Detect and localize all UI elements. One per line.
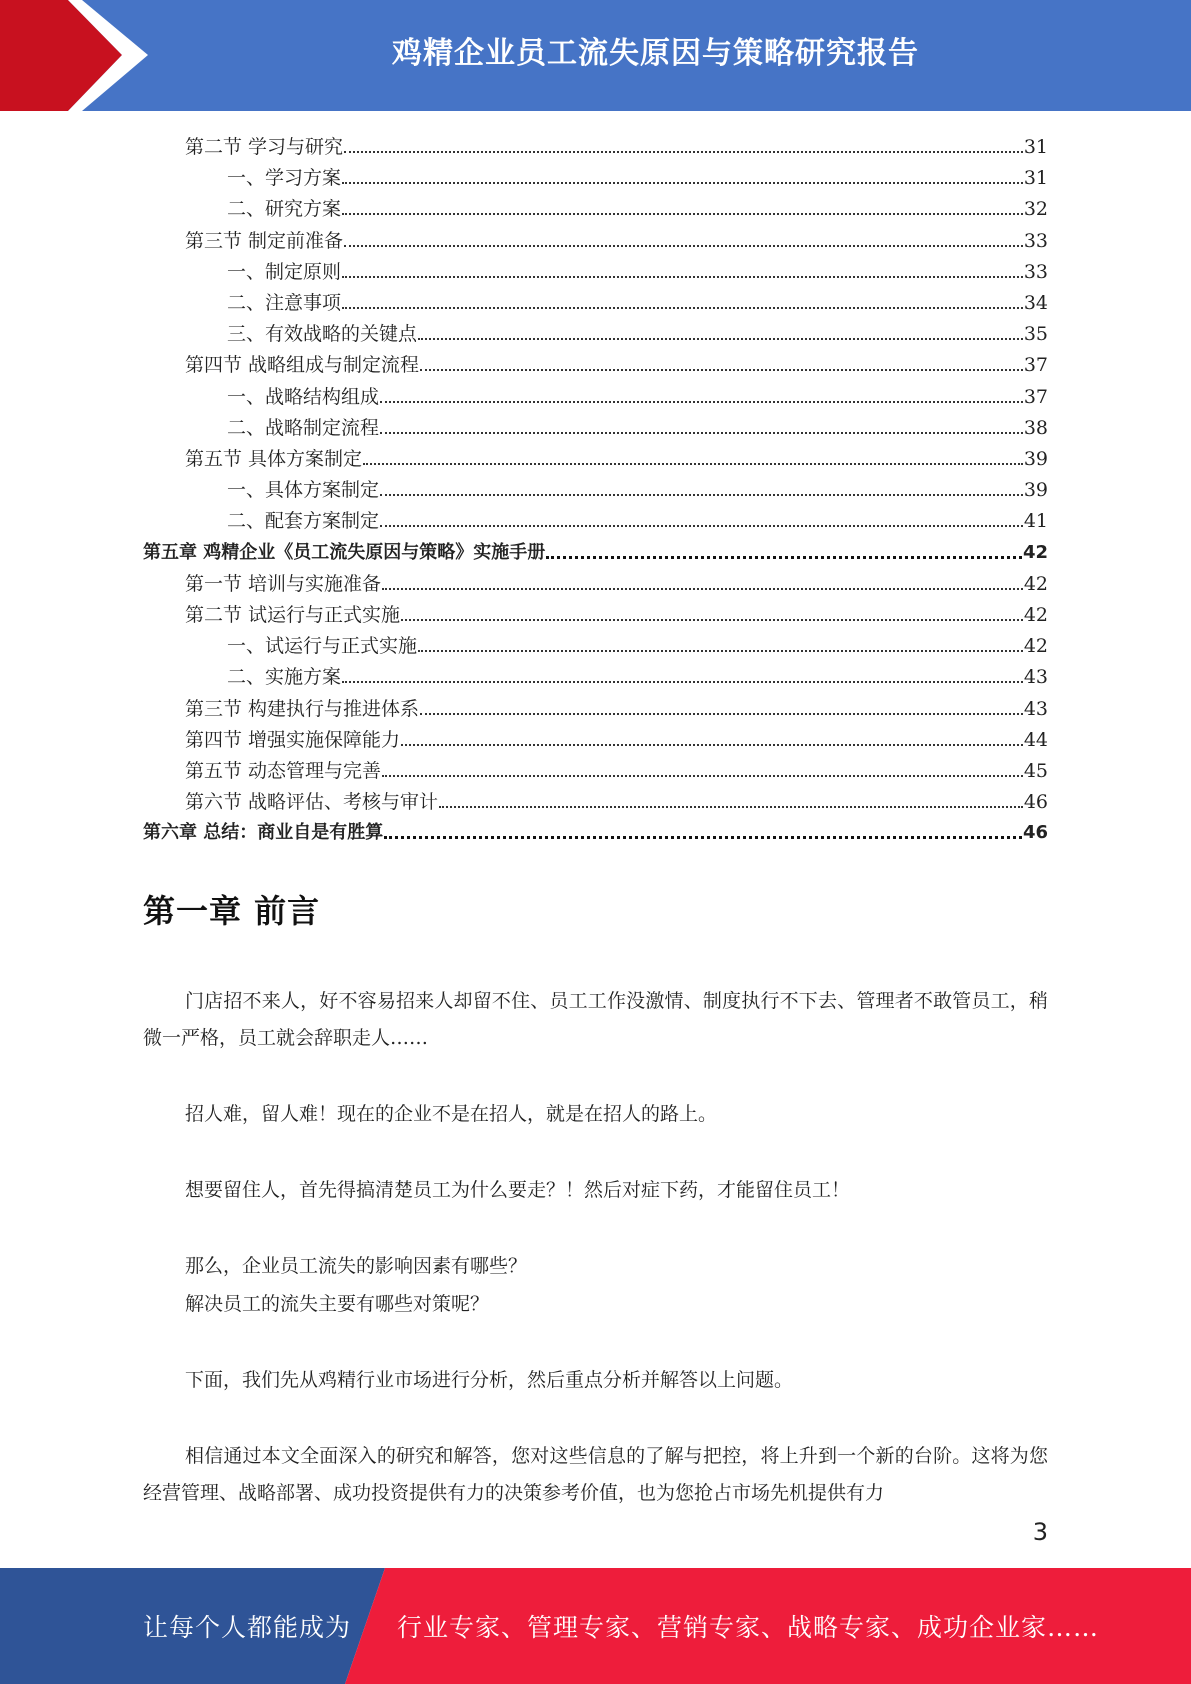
toc-dot-leader [363, 463, 1023, 465]
toc-section-entry[interactable] [185, 565, 1048, 595]
toc-subsection-entry[interactable] [227, 378, 1048, 408]
toc-dot-leader [418, 338, 1023, 340]
toc-page-number: 31 [1023, 167, 1048, 190]
toc-entry-title: 第五章 鸡精企业《员工流失原因与策略》实施手册 [143, 541, 546, 563]
toc-page-number: 33 [1023, 260, 1048, 283]
toc-entry-title: 一、制定原则 [227, 260, 342, 283]
toc-entry-title: 第三节 制定前准备 [185, 229, 344, 252]
toc-dot-leader [384, 836, 1022, 839]
toc-subsection-entry[interactable] [227, 190, 1048, 220]
toc-dot-leader [380, 432, 1023, 434]
toc-dot-leader [382, 775, 1023, 777]
toc-page-number: 31 [1023, 136, 1048, 158]
toc-entry-title: 第五节 动态管理与完善 [185, 760, 382, 782]
toc-page-number: 34 [1023, 292, 1048, 314]
paragraph-5: 解决员工的流失主要有哪些对策呢？ [185, 1293, 490, 1315]
toc-dot-leader [342, 213, 1023, 215]
toc-page-number: 39 [1023, 479, 1048, 502]
paragraph-1: 门店招不来人，好不容易招来人却留不住、员工工作没激情、制度执行不下去、管理者不敢管员工，稍微一严格，员工就会辞职走人…… [143, 990, 1048, 1049]
toc-page-number: 41 [1023, 510, 1048, 533]
toc-page-number: 37 [1023, 385, 1048, 408]
toc-entry-title: 第四节 战略组成与制定流程 [185, 354, 420, 377]
page-number: 3 [1032, 1518, 1048, 1546]
toc-dot-leader [418, 650, 1023, 652]
toc-page-number: 39 [1023, 448, 1048, 470]
toc-dot-leader [380, 525, 1023, 527]
toc-subsection-entry[interactable] [227, 409, 1048, 439]
toc-subsection-entry[interactable] [227, 315, 1048, 345]
toc-page-number: 42 [1023, 635, 1048, 658]
toc-page-number: 42 [1023, 604, 1048, 626]
toc-subsection-entry[interactable] [227, 284, 1048, 314]
toc-entry-title: 一、具体方案制定 [227, 479, 380, 502]
toc-dot-leader [342, 276, 1023, 278]
toc-dot-leader [380, 494, 1023, 496]
toc-entry-title: 二、战略制定流程 [227, 416, 380, 439]
toc-dot-leader [382, 588, 1023, 590]
toc-entry-title: 二、注意事项 [227, 292, 342, 314]
toc-entry-title: 二、研究方案 [227, 198, 342, 221]
paragraph-4: 那么，企业员工流失的影响因素有哪些？ [185, 1255, 528, 1277]
toc-dot-leader [344, 151, 1023, 153]
toc-entry-title: 三、有效战略的关键点 [227, 323, 418, 346]
toc-dot-leader [342, 307, 1023, 309]
toc-section-entry[interactable] [185, 346, 1048, 376]
toc-section-entry[interactable] [185, 721, 1048, 751]
toc-entry-title: 一、学习方案 [227, 167, 342, 190]
toc-entry-title: 第五节 具体方案制定 [185, 448, 363, 470]
toc-page-number: 33 [1023, 229, 1048, 252]
toc-dot-leader [342, 182, 1023, 184]
toc-subsection-entry[interactable] [227, 253, 1048, 283]
toc-entry-title: 一、试运行与正式实施 [227, 635, 418, 658]
toc-dot-leader [420, 369, 1023, 371]
toc-entry-title: 第一节 培训与实施准备 [185, 572, 382, 595]
toc-page-number: 45 [1023, 760, 1048, 782]
toc-page-number: 46 [1023, 791, 1048, 814]
toc-dot-leader [546, 556, 1022, 559]
toc-section-entry[interactable] [185, 440, 1048, 470]
toc-entry-title: 第六章 总结：商业自是有胜算 [143, 822, 384, 844]
toc-page-number: 44 [1023, 728, 1048, 751]
toc-dot-leader [380, 401, 1023, 403]
footer-slogan-right: 行业专家、管理专家、营销专家、战略专家、成功企业家…… [397, 1613, 1100, 1642]
toc-section-entry[interactable] [185, 128, 1048, 158]
toc-entry-title: 第六节 战略评估、考核与审计 [185, 791, 439, 814]
toc-subsection-entry[interactable] [227, 502, 1048, 532]
toc-dot-leader [401, 619, 1023, 621]
toc-subsection-entry[interactable] [227, 471, 1048, 501]
header-arrow-decoration [0, 0, 170, 111]
toc-dot-leader [344, 245, 1023, 247]
toc-entry-title: 二、实施方案 [227, 666, 342, 689]
paragraph-6: 下面，我们先从鸡精行业市场进行分析，然后重点分析并解答以上问题。 [185, 1369, 794, 1391]
paragraph-2: 招人难，留人难！现在的企业不是在招人，就是在招人的路上。 [185, 1103, 718, 1125]
toc-subsection-entry[interactable] [227, 627, 1048, 657]
toc-dot-leader [401, 744, 1023, 746]
toc-section-entry[interactable] [185, 222, 1048, 252]
footer-slogan-left: 让每个人都能成为 [143, 1613, 352, 1642]
toc-subsection-entry[interactable] [227, 658, 1048, 688]
chapter-heading: 第一章 前言 [143, 892, 321, 930]
toc-section-entry[interactable] [185, 596, 1048, 626]
toc-page-number: 38 [1023, 416, 1048, 439]
toc-dot-leader [342, 681, 1023, 683]
toc-entry-title: 第三节 构建执行与推进体系 [185, 697, 420, 720]
toc-subsection-entry[interactable] [227, 159, 1048, 189]
toc-page-number: 43 [1023, 666, 1048, 689]
toc-entry-title: 第二节 试运行与正式实施 [185, 604, 401, 626]
toc-page-number: 42 [1022, 541, 1048, 563]
toc-dot-leader [439, 806, 1023, 808]
toc-chapter-entry[interactable] [143, 534, 1048, 564]
toc-page-number: 32 [1023, 198, 1048, 221]
page-header [0, 0, 1191, 111]
page-footer [0, 1568, 1191, 1684]
toc-entry-title: 第四节 增强实施保障能力 [185, 728, 401, 751]
toc-section-entry[interactable] [185, 752, 1048, 782]
toc-page-number: 42 [1023, 572, 1048, 595]
toc-page-number: 37 [1023, 354, 1048, 377]
toc-dot-leader [420, 713, 1023, 715]
paragraph-3: 想要留住人，首先得搞清楚员工为什么要走？！然后对症下药，才能留住员工！ [185, 1179, 851, 1201]
toc-chapter-entry[interactable] [143, 814, 1048, 844]
toc-entry-title: 一、战略结构组成 [227, 385, 380, 408]
toc-entry-title: 第二节 学习与研究 [185, 136, 344, 158]
paragraph-7: 相信通过本文全面深入的研究和解答，您对这些信息的了解与把控，将上升到一个新的台阶。这将为您经营管理、战略部署、成功投资提供有力的决策参考价值，也为您抢占市场先机提供有力 [143, 1445, 1048, 1504]
toc-entry-title: 二、配套方案制定 [227, 510, 380, 533]
report-title: 鸡精企业员工流失原因与策略研究报告 [392, 36, 919, 71]
toc-section-entry[interactable] [185, 690, 1048, 720]
toc-page-number: 46 [1022, 822, 1048, 844]
toc-section-entry[interactable] [185, 783, 1048, 813]
toc-page-number: 35 [1023, 323, 1048, 346]
toc-page-number: 43 [1023, 697, 1048, 720]
